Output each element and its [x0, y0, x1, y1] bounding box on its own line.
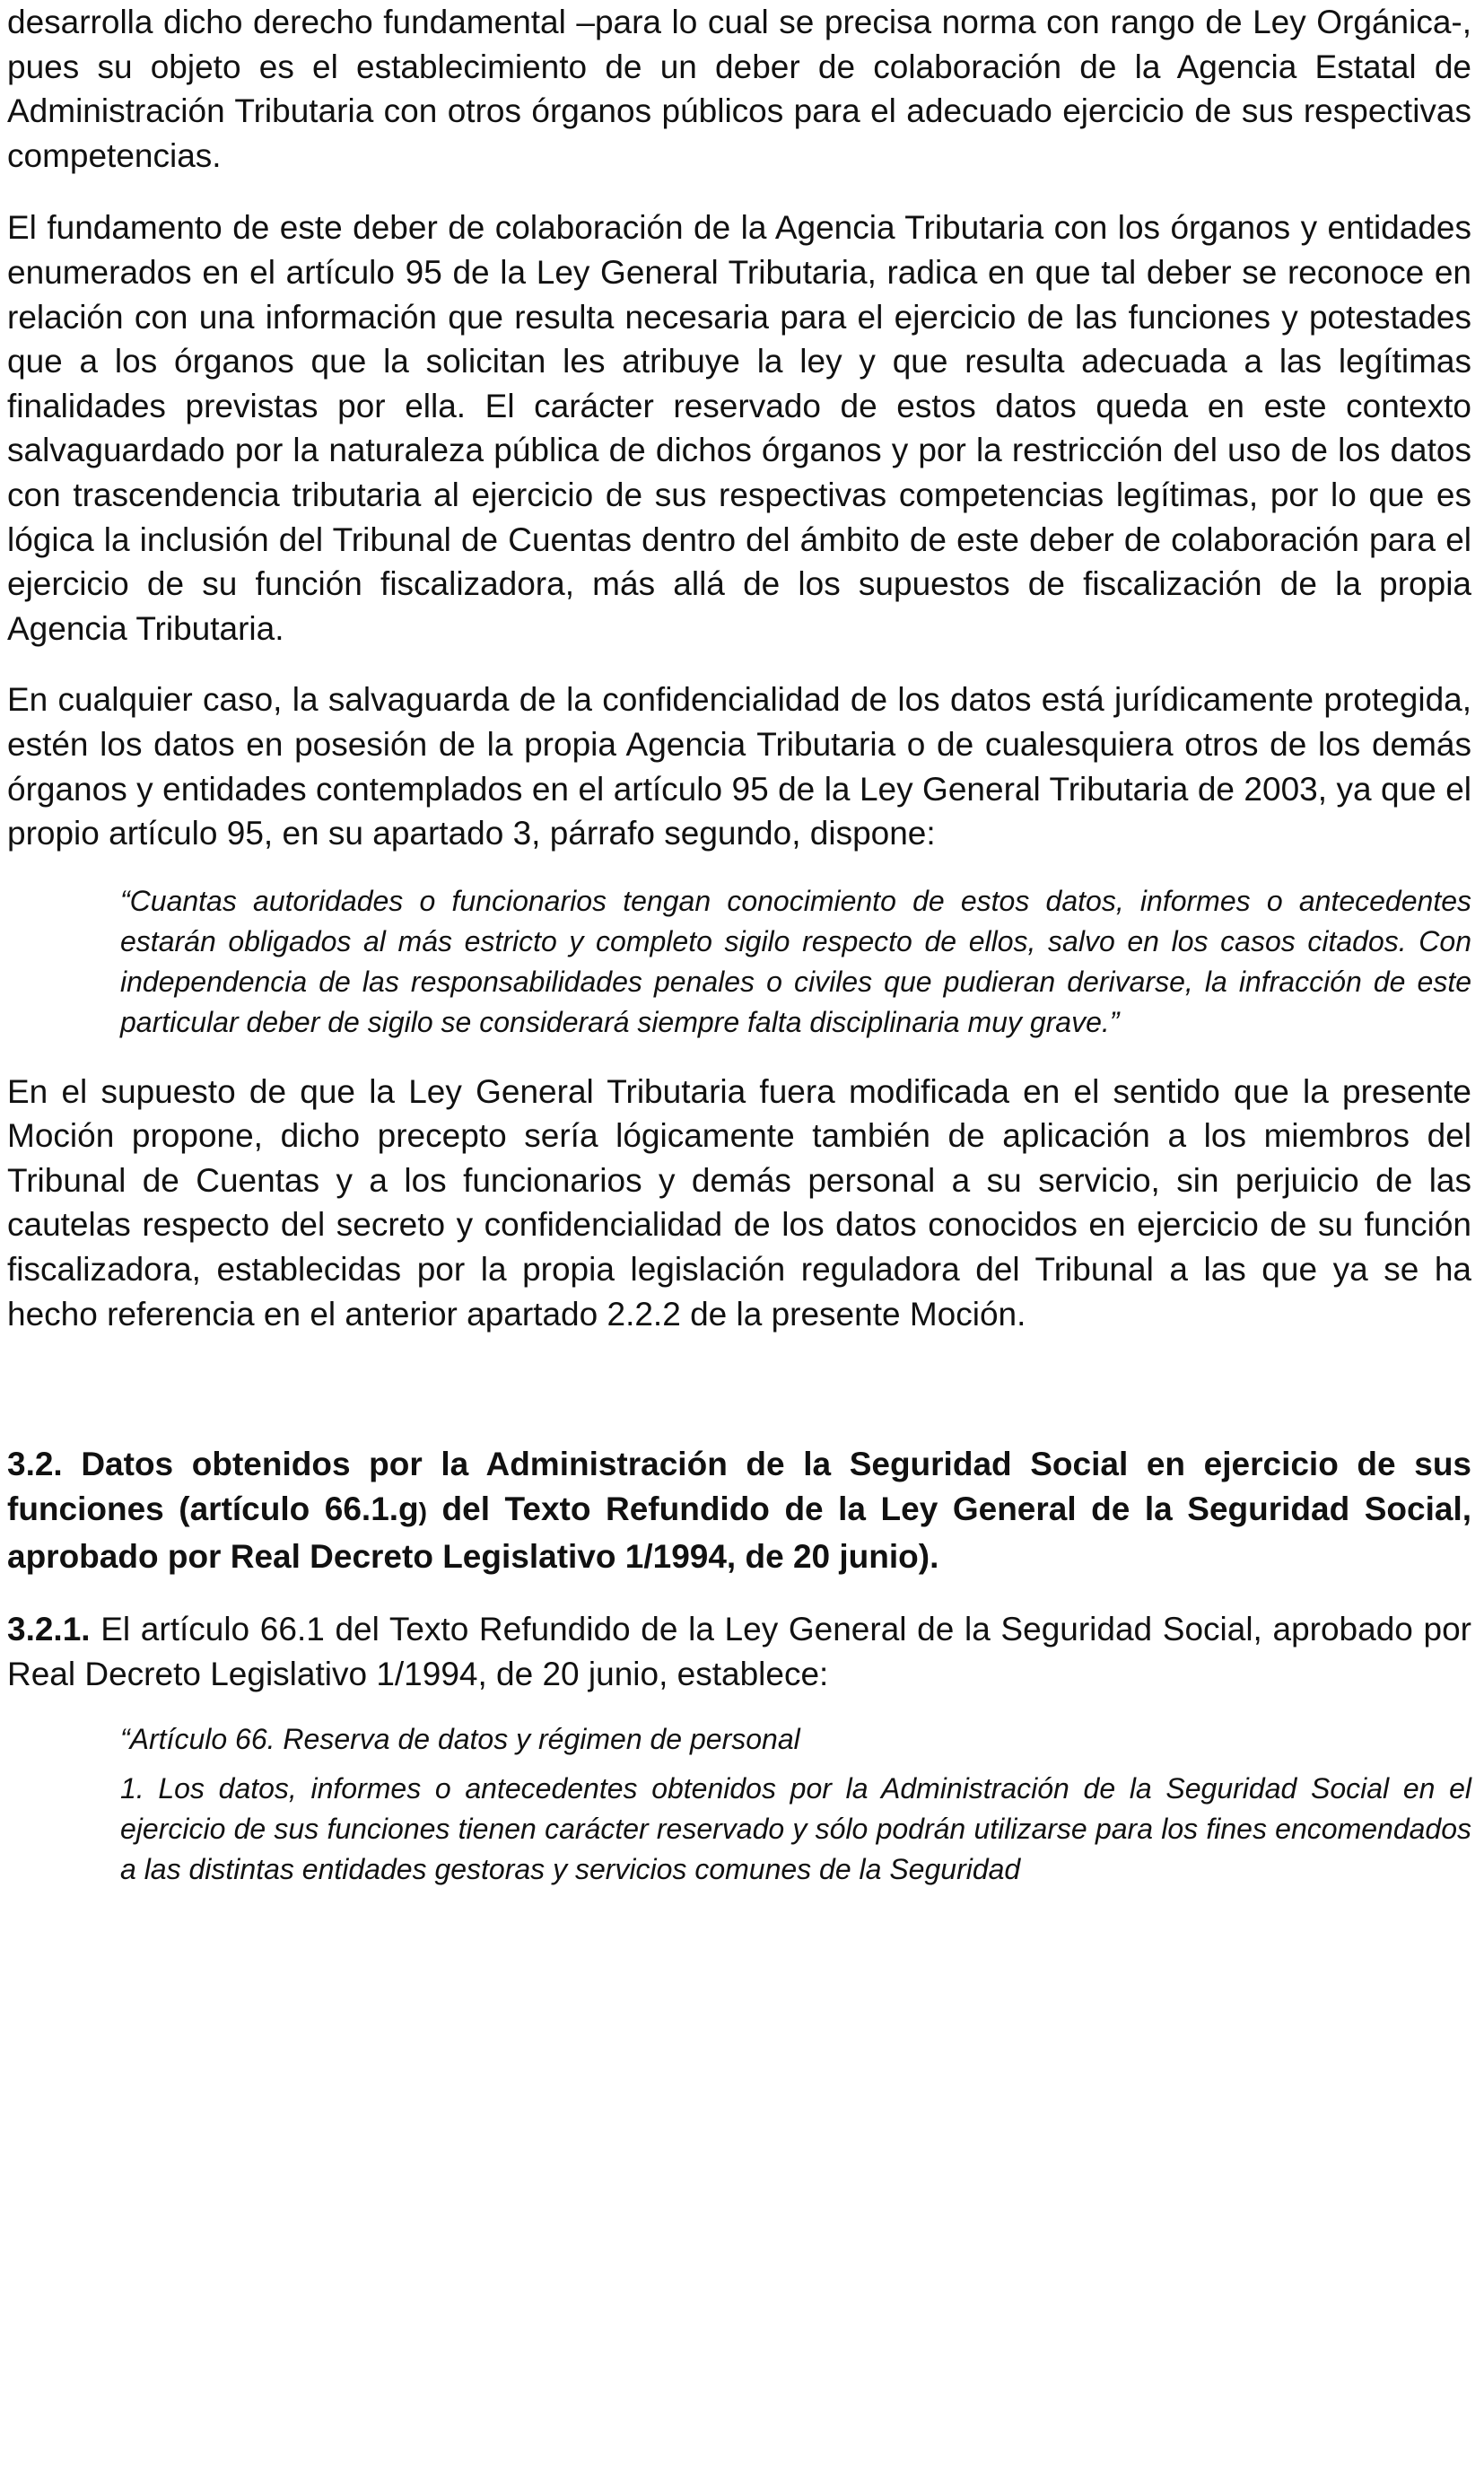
section-heading-3-2: [7, 1442, 1471, 1579]
section-heading-part1: 3.2. Datos obtenidos por la Administración de la Seguridad Social en ejercicio de sus funciones (artículo 66.1.g: [7, 1446, 1471, 1528]
paragraph-supuesto: En el supuesto de que la Ley General Tributaria fuera modificada en el sentido que la presente Moción propone, dicho precepto sería lógicamente también de aplicación a los miembros del Tribunal de Cuentas y a los funcionarios y demás personal a su servicio, sin perjuicio de las cautelas respecto del secreto y confidencialidad de los datos conocidos en ejercicio de su función fiscalizadora, establecidas por la propia legislación reguladora del Tribunal a las que ya se ha hecho referencia en el anterior apartado 2.2.2 de la presente Moción.: [7, 1072, 1471, 1333]
subsection-text: El artículo 66.1 del Texto Refundido de la Ley General de la Seguridad Social, aprobado por Real Decreto Legislativo 1/1994, de 20 junio, establece:: [7, 1611, 1471, 1692]
section-heading-part2: del Texto Refundido de la Ley General de la Seguridad Social, aprobado por Real Decreto Legislativo 1/1994, de 20 junio).: [7, 1490, 1472, 1576]
paragraph-confidencialidad: En cualquier caso, la salvaguarda de la confidencialidad de los datos está jurídicamente protegida, estén los datos en posesión de la propia Agencia Tributaria o de cualesquiera otros de los demás órganos y entidades contemplados en el artículo 95 de la Ley General Tributaria de 2003, ya que el propio artículo 95, en su apartado 3, párrafo segundo, dispone:: [7, 681, 1471, 852]
quote-article-95: “Cuantas autoridades o funcionarios tengan conocimiento de estos datos, informes o antecedentes estarán obligados al más estricto y completo sigilo respecto de ellos, salvo en los casos citados. Con independencia de las responsabilidades penales o civiles que pudieran derivarse, la infracción de este particular deber de sigilo se considerará siempre falta disciplinaria muy grave.”: [120, 884, 1471, 1038]
paragraph-intro-continuation: desarrolla dicho derecho fundamental –para lo cual se precisa norma con rango de Ley Orgánica-, pues su objeto es el establecimiento de un deber de colaboración de la Agencia Estatal de Administración Tributaria con otros órganos públicos para el adecuado ejercicio de sus respectivas competencias.: [7, 4, 1471, 174]
quote-article-66-paragraph-1: 1. Los datos, informes o antecedentes obtenidos por la Administración de la Seguridad Social en el ejercicio de sus funciones tienen carácter reservado y sólo podrán utilizarse para los fines encomendados a las distintas entidades gestoras y servicios comunes de la Seguridad: [120, 1772, 1471, 1886]
paragraph-fundamento: El fundamento de este deber de colaboración de la Agencia Tributaria con los órganos y entidades enumerados en el artículo 95 de la Ley General Tributaria, radica en que tal deber se reconoce en relación con una información que resulta necesaria para el ejercicio de las funciones y potestades que a los órganos que la solicitan les atribuye la ley y que resulta adecuada a las legítimas finalidades previstas por ella. El carácter reservado de estos datos queda en este contexto salvaguardado por la naturaleza pública de dichos órganos y por la restricción del uso de los datos con trascendencia tributaria al ejercicio de sus respectivas competencias legítimas, por lo que es lógica la inclusión del Tribunal de Cuentas dentro del ámbito de este deber de colaboración para el ejercicio de su función fiscalizadora, más allá de los supuestos de fiscalización de la propia Agencia Tributaria.: [7, 209, 1471, 647]
quote-article-66-title: “Artículo 66. Reserva de datos y régimen de personal: [120, 1723, 800, 1756]
section-heading-paren: ): [418, 1498, 427, 1526]
subsection-number: 3.2.1.: [7, 1611, 91, 1648]
paragraph-3-2-1: [7, 1607, 1471, 1696]
document-page: [7, 0, 1471, 1890]
